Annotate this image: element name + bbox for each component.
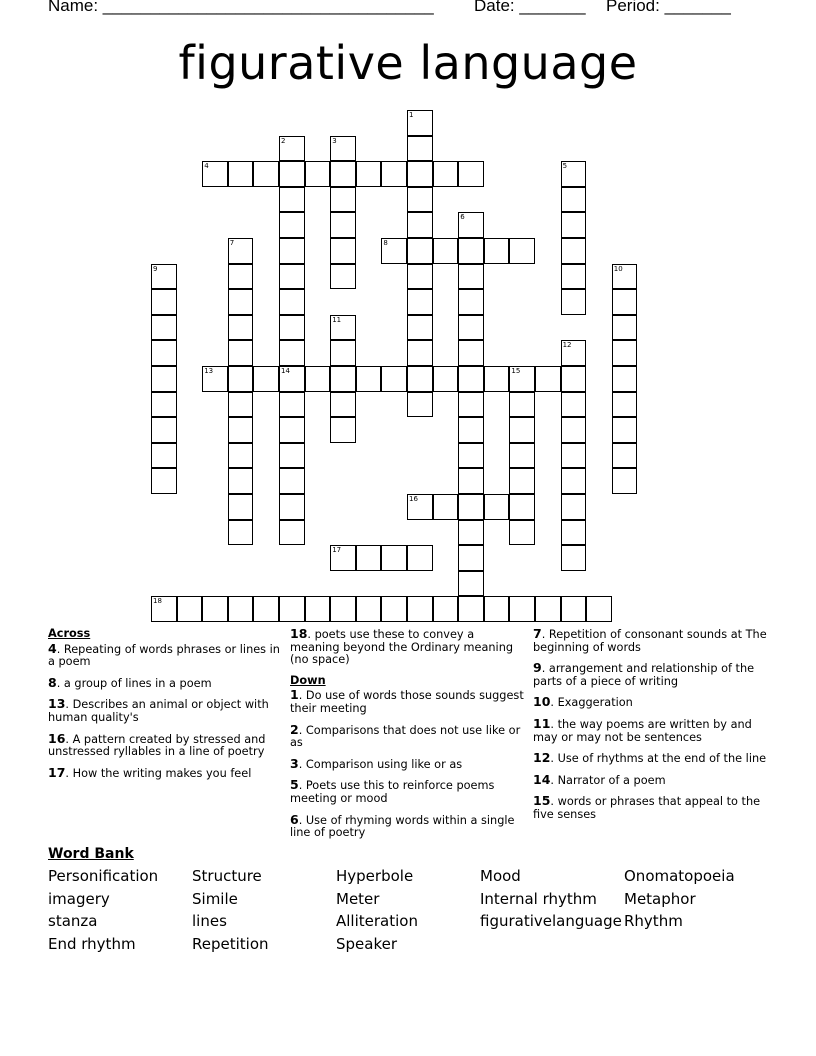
grid-cell[interactable] (279, 212, 305, 238)
grid-cell[interactable] (458, 212, 484, 238)
grid-cell[interactable] (330, 264, 356, 290)
grid-cell[interactable] (381, 238, 407, 264)
grid-cell[interactable] (407, 289, 433, 315)
grid-cell[interactable] (561, 289, 587, 315)
grid-cell[interactable] (433, 161, 459, 187)
grid-cell[interactable] (407, 545, 433, 571)
grid-cell[interactable] (356, 366, 382, 392)
grid-cell[interactable] (458, 443, 484, 469)
grid-cell[interactable] (561, 392, 587, 418)
grid-cell[interactable] (151, 315, 177, 341)
clue-down-12: 12. Use of rhythms at the end of the line (533, 750, 767, 766)
grid-cell[interactable] (458, 238, 484, 264)
word-bank-item: Mood (480, 867, 521, 885)
clue-number: 7 (229, 239, 235, 247)
grid-cell[interactable] (561, 468, 587, 494)
clue-number: 10 (533, 694, 551, 710)
grid-cell[interactable] (253, 366, 279, 392)
grid-cell[interactable] (561, 596, 587, 622)
grid-cell[interactable] (561, 187, 587, 213)
clue-number: 6 (290, 811, 299, 827)
clue-down-1: 1. Do use of words those sounds suggest their meeting (290, 687, 524, 715)
grid-cell[interactable] (458, 545, 484, 571)
grid-cell[interactable] (279, 366, 305, 392)
clue-number: 6 (460, 213, 465, 222)
clue-number: 3 (332, 136, 337, 145)
grid-cell[interactable] (330, 340, 356, 366)
clue-down-14: 14. Narrator of a poem (533, 771, 666, 787)
clue-down-7: 7. Repetition of consonant sounds at The beginning of words (533, 626, 767, 654)
grid-cell[interactable] (509, 417, 535, 443)
grid-cell[interactable] (458, 340, 484, 366)
clue-number: 7 (533, 626, 542, 641)
grid-cell[interactable] (561, 417, 587, 443)
clue-down-5: 5. Poets use this to reinforce poems meeting or mood (290, 777, 495, 805)
grid-cell[interactable] (458, 392, 484, 418)
word-bank-item: Metaphor (624, 889, 696, 908)
clue-text: Narrator of a poem (557, 773, 666, 787)
grid-cell[interactable] (279, 468, 305, 494)
clue-down-15: 15. words or phrases that appeal to the five senses (533, 793, 761, 821)
grid-cell[interactable] (279, 289, 305, 315)
grid-cell[interactable] (228, 443, 254, 469)
grid-cell[interactable] (458, 571, 484, 597)
clue-number: 12 (562, 341, 572, 350)
grid-cell[interactable] (279, 264, 305, 290)
grid-cell[interactable] (279, 596, 305, 622)
clue-down-10: 10. Exaggeration (533, 694, 633, 710)
grid-cell[interactable] (484, 494, 510, 520)
grid-cell[interactable] (509, 520, 535, 546)
grid-cell[interactable] (228, 238, 254, 264)
grid-cell[interactable] (253, 596, 279, 622)
word-bank-item: stanza (48, 912, 98, 931)
word-bank-item: Repetition (192, 935, 269, 954)
grid-cell[interactable] (330, 596, 356, 622)
clue-text: Use of rhyming words within a single line of poetry (290, 813, 515, 840)
grid-cell[interactable] (458, 494, 484, 520)
grid-cell[interactable] (356, 161, 382, 187)
word-bank-title: Word Bank (48, 846, 134, 862)
period-field[interactable]: Period: _______ (606, 0, 731, 15)
grid-cell[interactable] (228, 468, 254, 494)
word-bank-item: Onomatopoeia (624, 867, 735, 885)
clue-across-16: 16. A pattern created by stressed and unstressed ryllables in a line of poetry (48, 730, 266, 759)
grid-cell[interactable] (484, 238, 510, 264)
grid-cell[interactable] (561, 238, 587, 264)
grid-cell[interactable] (509, 443, 535, 469)
grid-cell[interactable] (151, 366, 177, 392)
grid-cell[interactable] (407, 366, 433, 392)
grid-cell[interactable] (407, 187, 433, 213)
grid-cell[interactable] (586, 596, 612, 622)
clue-number: 10 (613, 264, 623, 273)
down-heading: Down (290, 673, 326, 687)
grid-cell[interactable] (305, 596, 331, 622)
grid-cell[interactable] (612, 468, 638, 494)
grid-cell[interactable] (202, 366, 228, 392)
grid-cell[interactable] (279, 161, 305, 187)
clue-number: 4 (204, 162, 209, 171)
grid-cell[interactable] (561, 545, 587, 571)
grid-cell[interactable] (612, 392, 638, 418)
grid-cell[interactable] (458, 417, 484, 443)
grid-cell[interactable] (228, 264, 254, 290)
clue-across-8: 8. a group of lines in a poem (48, 674, 212, 690)
grid-cell[interactable] (612, 417, 638, 443)
grid-cell[interactable] (484, 366, 510, 392)
grid-cell[interactable] (330, 417, 356, 443)
grid-cell[interactable] (305, 161, 331, 187)
page-title: figurative language (178, 36, 638, 90)
clue-across-13: 13. Describes an animal or object with human quality's (48, 696, 269, 724)
clue-text: a group of lines in a poem (63, 676, 212, 690)
clue-text: Exaggeration (557, 696, 633, 710)
grid-cell[interactable] (484, 596, 510, 622)
grid-cell[interactable] (228, 289, 254, 315)
grid-cell[interactable] (151, 468, 177, 494)
grid-cell[interactable] (330, 161, 356, 187)
clue-number: 2 (290, 721, 299, 737)
word-bank-item: Rhythm (624, 912, 683, 931)
grid-cell[interactable] (279, 136, 305, 162)
word-bank-item: Alliteration (336, 912, 418, 931)
word-bank-item: imagery (48, 889, 110, 908)
grid-cell[interactable] (279, 494, 305, 520)
clue-text: Do use of words those sounds suggest their meeting (290, 689, 524, 715)
grid-cell[interactable] (535, 366, 561, 392)
clues-column-3 (533, 628, 768, 830)
grid-cell[interactable] (228, 417, 254, 443)
grid-cell[interactable] (561, 494, 587, 520)
grid-cell[interactable] (561, 264, 587, 290)
across-heading: Across (48, 627, 91, 640)
word-bank-item: Speaker (336, 935, 398, 954)
grid-cell[interactable] (407, 596, 433, 622)
grid-cell[interactable] (279, 392, 305, 418)
clues-column-2 (290, 628, 525, 848)
grid-cell[interactable] (151, 443, 177, 469)
grid-cell[interactable] (381, 545, 407, 571)
grid-cell[interactable] (279, 417, 305, 443)
clue-number: 18 (290, 626, 308, 641)
grid-cell[interactable] (458, 289, 484, 315)
grid-cell[interactable] (279, 340, 305, 366)
grid-cell[interactable] (433, 366, 459, 392)
clue-down-9: 9. arrangement and relationship of the parts of a piece of writing (533, 660, 755, 688)
word-bank-item: Meter (336, 889, 380, 908)
grid-cell[interactable] (458, 468, 484, 494)
clue-text: Repeating of words phrases or lines in a poem (48, 642, 280, 669)
name-field[interactable]: Name: ___________________________________ (48, 0, 434, 15)
grid-cell[interactable] (561, 520, 587, 546)
grid-cell[interactable] (458, 366, 484, 392)
clue-number: 5 (290, 777, 299, 793)
grid-cell[interactable] (458, 520, 484, 546)
grid-cell[interactable] (509, 238, 535, 264)
grid-cell[interactable] (151, 392, 177, 418)
clue-number: 15 (533, 793, 551, 809)
clue-number: 3 (290, 755, 299, 771)
grid-cell[interactable] (535, 596, 561, 622)
grid-cell[interactable] (381, 596, 407, 622)
clue-text: Comparison using like or as (305, 757, 463, 771)
grid-cell[interactable] (612, 366, 638, 392)
grid-cell[interactable] (279, 520, 305, 546)
clue-number: 13 (48, 696, 66, 712)
grid-cell[interactable] (561, 161, 587, 187)
grid-cell[interactable] (151, 289, 177, 315)
clue-number: 5 (562, 162, 568, 171)
clue-number: 11 (533, 715, 551, 731)
grid-cell[interactable] (228, 520, 254, 546)
grid-cell[interactable] (151, 340, 177, 366)
grid-cell[interactable] (228, 315, 254, 341)
grid-cell[interactable] (330, 187, 356, 213)
clue-down-6: 6. Use of rhyming words within a single line of poetry (290, 811, 515, 840)
clue-across-4: 4. Repeating of words phrases or lines in a poem (48, 640, 280, 669)
grid-cell[interactable] (458, 596, 484, 622)
grid-cell[interactable] (381, 366, 407, 392)
grid-cell[interactable] (330, 238, 356, 264)
grid-cell[interactable] (407, 392, 433, 418)
grid-cell[interactable] (509, 494, 535, 520)
clue-number: 1 (409, 111, 414, 119)
word-bank-item: End rhythm (48, 935, 136, 954)
grid-cell[interactable] (509, 468, 535, 494)
grid-cell[interactable] (509, 366, 535, 392)
clue-number: 13 (204, 367, 214, 375)
word-bank-item: Personification (48, 867, 159, 885)
grid-cell[interactable] (202, 596, 228, 622)
grid-cell[interactable] (228, 596, 254, 622)
grid-cell[interactable] (407, 264, 433, 290)
clue-number: 4 (48, 640, 57, 656)
grid-cell[interactable] (330, 366, 356, 392)
clue-text: Describes an animal or object with human quality's (48, 698, 269, 724)
clue-number: 14 (281, 367, 290, 375)
clue-number: 2 (281, 136, 286, 145)
grid-cell[interactable] (407, 315, 433, 341)
grid-cell[interactable] (279, 443, 305, 469)
grid-cell[interactable] (407, 136, 433, 162)
grid-cell[interactable] (356, 545, 382, 571)
grid-cell[interactable] (561, 443, 587, 469)
clue-text: Comparisons that does not use like or as (290, 723, 521, 750)
grid-cell[interactable] (561, 212, 587, 238)
clue-number: 9 (153, 264, 158, 273)
clue-text: Repetition of consonant sounds at The beginning of words (533, 628, 767, 654)
grid-cell[interactable] (612, 264, 638, 290)
clue-number: 1 (290, 687, 299, 703)
grid-cell[interactable] (407, 212, 433, 238)
grid-cell[interactable] (228, 161, 254, 187)
grid-cell[interactable] (330, 315, 356, 341)
clue-text: A pattern created by stressed and unstressed ryllables in a line of poetry (48, 732, 266, 759)
grid-cell[interactable] (330, 136, 356, 162)
grid-cell[interactable] (407, 110, 433, 136)
clue-down-3: 3. Comparison using like or as (290, 755, 463, 771)
grid-cell[interactable] (279, 187, 305, 213)
grid-cell[interactable] (228, 392, 254, 418)
grid-cell[interactable] (253, 161, 279, 187)
grid-cell[interactable] (433, 596, 459, 622)
clue-number: 17 (332, 546, 342, 555)
word-bank-item: Hyperbole (336, 867, 414, 885)
grid-cell[interactable] (305, 366, 331, 392)
grid-cell[interactable] (151, 596, 177, 622)
clue-text: Poets use this to reinforce poems meeting or mood (290, 779, 495, 805)
grid-cell[interactable] (279, 238, 305, 264)
word-bank-item: figurativelanguage (480, 912, 622, 931)
word-bank-item: Structure (192, 867, 262, 885)
clue-number: 17 (48, 764, 66, 780)
clue-text: How the writing makes you feel (72, 766, 252, 780)
clue-number: 8 (48, 674, 57, 690)
grid-cell[interactable] (330, 392, 356, 418)
grid-cell[interactable] (509, 392, 535, 418)
grid-cell[interactable] (407, 161, 433, 187)
clues-column-1 (48, 628, 283, 788)
word-bank-item: Simile (192, 889, 238, 908)
clue-text: Use of rhythms at the end of the line (557, 752, 767, 766)
clue-text: arrangement and relationship of the parts of a piece of writing (533, 662, 755, 688)
clue-across-18: 18. poets use these to convey a meaning beyond the Ordinary meaning (no space) (290, 626, 514, 667)
clue-number: 18 (153, 597, 162, 606)
grid-cell[interactable] (356, 596, 382, 622)
clue-text: poets use these to convey a meaning beyond the Ordinary meaning (no space) (290, 628, 514, 667)
clue-number: 12 (533, 750, 551, 766)
grid-cell[interactable] (381, 161, 407, 187)
clue-number: 15 (511, 367, 521, 375)
grid-cell[interactable] (151, 264, 177, 290)
clue-number: 8 (383, 239, 388, 247)
grid-cell[interactable] (407, 340, 433, 366)
grid-cell[interactable] (561, 340, 587, 366)
word-bank-item: Internal rhythm (480, 889, 597, 908)
grid-cell[interactable] (151, 417, 177, 443)
grid-cell[interactable] (279, 315, 305, 341)
grid-cell[interactable] (228, 366, 254, 392)
grid-cell[interactable] (433, 238, 459, 264)
grid-cell[interactable] (228, 494, 254, 520)
clue-number: 11 (332, 315, 342, 324)
grid-cell[interactable] (612, 443, 638, 469)
clue-number: 16 (48, 730, 66, 746)
grid-cell[interactable] (330, 545, 356, 571)
clue-down-11: 11. the way poems are written by and may or may not be sentences (533, 715, 752, 744)
clue-text: the way poems are written by and may or may not be sentences (533, 717, 752, 744)
grid-cell[interactable] (612, 289, 638, 315)
clue-down-2: 2. Comparisons that does not use like or as (290, 721, 521, 750)
word-bank-item: lines (192, 912, 227, 931)
grid-cell[interactable] (407, 494, 433, 520)
grid-cell[interactable] (330, 212, 356, 238)
grid-cell[interactable] (433, 494, 459, 520)
date-field[interactable]: Date: _______ (474, 0, 586, 15)
clue-number: 9 (533, 660, 542, 676)
clue-text: words or phrases that appeal to the five senses (533, 795, 761, 821)
grid-cell[interactable] (228, 340, 254, 366)
grid-cell[interactable] (458, 264, 484, 290)
grid-cell[interactable] (612, 340, 638, 366)
grid-cell[interactable] (177, 596, 203, 622)
grid-cell[interactable] (612, 315, 638, 341)
grid-cell[interactable] (407, 238, 433, 264)
grid-cell[interactable] (458, 315, 484, 341)
grid-cell[interactable] (561, 366, 587, 392)
grid-cell[interactable] (509, 596, 535, 622)
clue-number: 14 (533, 771, 551, 787)
grid-cell[interactable] (202, 161, 228, 187)
clue-number: 16 (409, 495, 418, 503)
grid-cell[interactable] (458, 161, 484, 187)
clue-across-17: 17. How the writing makes you feel (48, 764, 252, 780)
